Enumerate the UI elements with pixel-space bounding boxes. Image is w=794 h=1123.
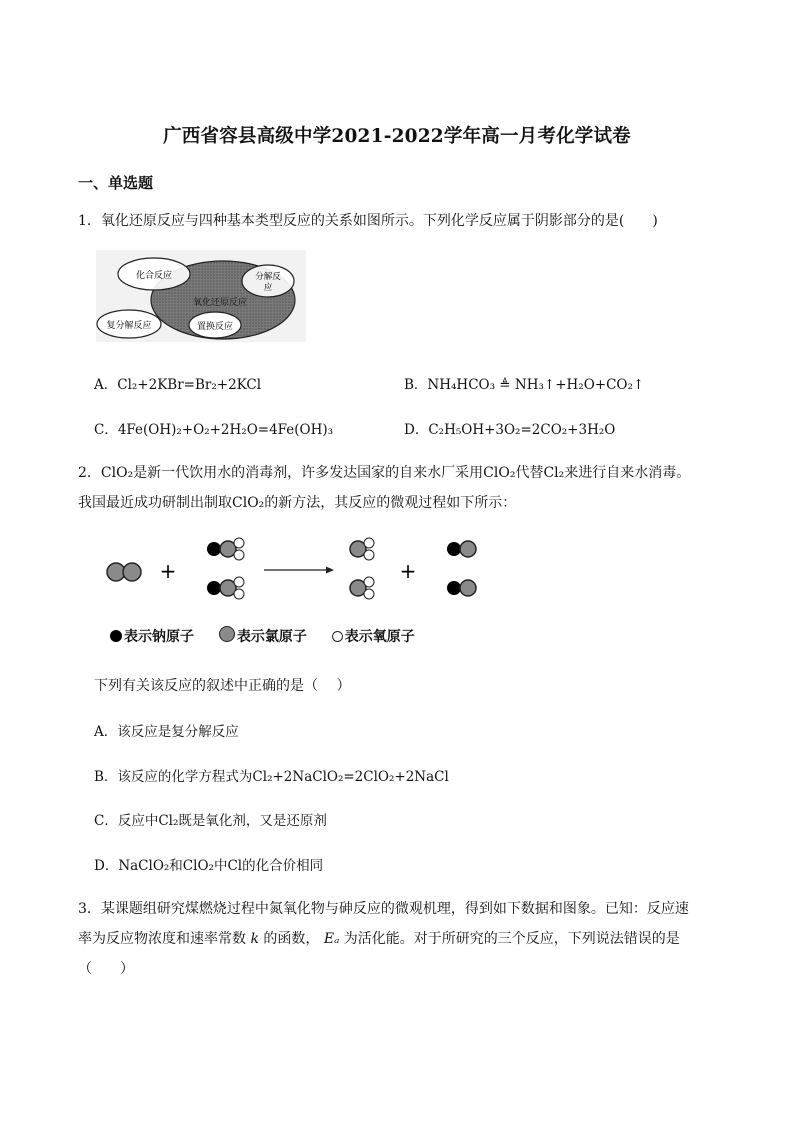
q2-option-b[interactable]: B．该反应的化学方程式为Cl₂+2NaClO₂=2ClO₂+2NaCl [94, 769, 449, 785]
q1-option-d[interactable]: D．C₂H₅OH+3O₂=2CO₂+3H₂O [404, 422, 616, 438]
reaction-micro-diagram [96, 530, 496, 610]
q3-k-symbol: k [250, 931, 259, 947]
q1-stem: 1．氧化还原反应与四种基本类型反应的关系如图所示。下列化学反应属于阴影部分的是( ) [78, 213, 658, 229]
legend-sodium [110, 626, 194, 646]
chlorine-atom-icon [219, 626, 235, 642]
q3-line2-part-c: 为活化能。对于所研究的三个反应，下列说法错误的是 [343, 931, 680, 947]
q2-option-d[interactable]: D．NaClO₂和ClO₂中Cl的化合价相同 [94, 858, 324, 874]
q2-option-c[interactable]: C．反应中Cl₂既是氧化剂，又是还原剂 [94, 813, 327, 829]
q3-line2-part-b: 的函数， [263, 931, 320, 947]
plus-sign-1: + [159, 559, 177, 583]
legend-oxygen [332, 626, 415, 646]
legend-chlorine-label: 表示氯原子 [236, 629, 307, 645]
legend-sodium-label: 表示钠原子 [124, 629, 194, 645]
page-title: 广西省容县高级中学2021-2022学年高一月考化学试卷 [163, 126, 631, 147]
label-redox: 氧化还原反应 [192, 298, 248, 308]
q2-stem-line1: 2．ClO₂是新一代饮用水的消毒剂，许多发达国家的自来水厂采用ClO₂代替Cl₂来进行自来水消毒。 [78, 465, 691, 481]
q3-line3: （ ） [78, 961, 134, 977]
label-combination: 化合反应 [135, 271, 173, 281]
label-decomposition-1: 分解反 [255, 272, 281, 282]
q2-option-a[interactable]: A．该反应是复分解反应 [94, 724, 239, 740]
cl2-molecule [107, 563, 141, 581]
q3-line2-part-a: 率为反应物浓度和速率常数 [78, 931, 246, 947]
q2-prompt: 下列有关该反应的叙述中正确的是（ ） [94, 678, 351, 694]
reaction-types-diagram [96, 250, 306, 342]
legend-chlorine [219, 626, 307, 646]
q1-option-a[interactable]: A．Cl₂+2KBr=Br₂+2KCl [94, 377, 262, 393]
label-double-decomposition: 复分解反应 [106, 321, 152, 331]
nacl-molecule-bottom [447, 580, 476, 596]
naclo2-molecule-top [207, 538, 244, 560]
plus-sign-2: + [399, 559, 417, 583]
q3-line1: 3．某课题组研究煤燃烧过程中氮氧化物与砷反应的微观机理，得到如下数据和图象。已知：反应速 [78, 901, 689, 917]
legend-oxygen-label: 表示氧原子 [344, 629, 415, 645]
oxygen-atom-icon [332, 631, 343, 642]
q2-stem-line2: 我国最近成功研制出制取ClO₂的新方法，其反应的微观过程如下所示： [78, 495, 517, 511]
naclo2-molecule-bottom [207, 577, 244, 599]
nacl-molecule-top [447, 541, 476, 557]
clo2-molecule-top [350, 538, 374, 560]
atom-legend [110, 626, 435, 646]
q3-line2 [78, 929, 680, 949]
q1-option-c[interactable]: C．4Fe(OH)₂+O₂+2H₂O=4Fe(OH)₃ [94, 422, 334, 438]
reaction-arrow [264, 567, 334, 574]
label-displacement: 置换反应 [196, 322, 234, 332]
sodium-atom-icon [110, 630, 122, 642]
clo2-molecule-bottom [350, 577, 374, 599]
label-decomposition-2: 应 [263, 283, 273, 293]
q1-option-b[interactable]: B．NH₄HCO₃ ≜ NH₃↑+H₂O+CO₂↑ [404, 377, 645, 393]
section-heading: 一、单选题 [78, 174, 154, 192]
q3-ea-symbol: Eₐ [323, 931, 340, 947]
